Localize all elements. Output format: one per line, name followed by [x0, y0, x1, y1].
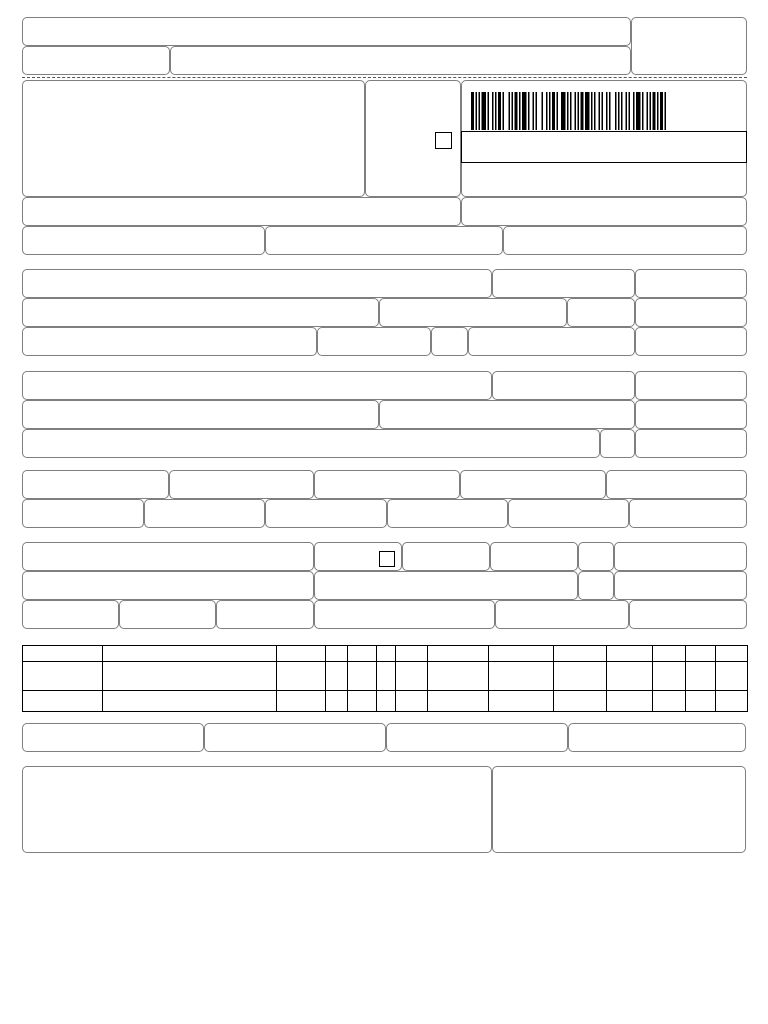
table-cell — [348, 662, 377, 691]
recipient-name-field — [22, 269, 492, 298]
volume-quantity-field — [22, 600, 119, 629]
party-state-field — [600, 429, 635, 458]
table-cell — [554, 691, 607, 712]
barcode-bar — [599, 92, 601, 130]
table-cell — [686, 691, 716, 712]
freight-payer-checkbox[interactable] — [379, 551, 395, 567]
table-cell — [277, 691, 326, 712]
municipal-registration-field — [22, 723, 204, 752]
receipt-number-field — [631, 17, 747, 75]
party-cnpj-field — [492, 371, 635, 400]
state-registration-field — [22, 226, 265, 255]
authorization-protocol-field — [461, 197, 747, 226]
table-cell — [277, 662, 326, 691]
table-cell — [653, 662, 686, 691]
table-cell — [686, 662, 716, 691]
table-cell — [326, 691, 348, 712]
table-cell — [716, 691, 748, 712]
gross-weight-field — [495, 600, 629, 629]
barcode-bar — [549, 92, 551, 130]
table-cell — [428, 662, 489, 691]
tax-st-base-field — [314, 470, 460, 499]
barcode-bar — [621, 92, 623, 130]
recipient-district-field — [379, 298, 567, 327]
barcode-bar — [647, 92, 649, 130]
barcode-bar — [488, 92, 490, 130]
freight-field — [22, 499, 144, 528]
barcode-bar — [585, 92, 590, 130]
access-key-box — [461, 131, 747, 163]
barcode-bar — [615, 92, 617, 130]
barcode-bar — [606, 92, 608, 130]
barcode-bar — [594, 92, 596, 130]
receipt-field — [22, 17, 631, 46]
recipient-zip-field — [567, 298, 635, 327]
barcode-bar — [575, 92, 577, 130]
barcode-bar — [515, 92, 518, 130]
discount-field — [265, 499, 387, 528]
table-row — [23, 691, 748, 712]
issqn-value-field — [568, 723, 746, 752]
substitute-registration-field — [265, 226, 503, 255]
barcode-bar — [552, 92, 555, 130]
recipient-cnpj-field — [492, 269, 635, 298]
barcode-bar — [609, 92, 611, 130]
col-cst — [326, 646, 348, 662]
col-icms-base — [554, 646, 607, 662]
barcode-bar — [591, 92, 593, 130]
barcode-bar — [509, 92, 511, 130]
party-extra-field-2 — [635, 400, 747, 429]
vehicle-plate-field — [490, 542, 578, 571]
table-cell — [103, 662, 277, 691]
col-cfop — [348, 646, 377, 662]
volume-species-field — [119, 600, 216, 629]
other-expenses-field — [387, 499, 508, 528]
table-row — [23, 662, 748, 691]
table-cell — [489, 662, 554, 691]
carrier-state-field — [578, 571, 614, 600]
ipi-field — [508, 499, 629, 528]
barcode-bar — [498, 92, 501, 130]
col-product-code — [23, 646, 103, 662]
additional-information-box — [22, 766, 492, 853]
table-cell — [396, 662, 428, 691]
tax-base-field — [22, 470, 169, 499]
barcode-bar — [578, 92, 580, 130]
carrier-cnpj-field — [614, 542, 747, 571]
table-cell — [607, 691, 653, 712]
table-cell — [607, 662, 653, 691]
barcode-bar — [479, 92, 481, 130]
barcode-bar — [561, 92, 566, 130]
exit-time-field — [635, 327, 747, 356]
col-unit — [377, 646, 396, 662]
cnpj-field — [503, 226, 747, 255]
barcode-bar — [629, 92, 631, 130]
barcode-bar — [495, 92, 497, 130]
carrier-city-field — [314, 571, 578, 600]
col-total-value — [489, 646, 554, 662]
barcode-bar — [528, 92, 530, 130]
barcode-bar — [626, 92, 628, 130]
col-icms-rate — [686, 646, 716, 662]
table-cell — [23, 662, 103, 691]
barcode-bar — [636, 92, 641, 130]
barcode-bar — [476, 92, 478, 130]
table-cell — [377, 662, 396, 691]
barcode-bar — [602, 92, 604, 130]
col-quantity — [396, 646, 428, 662]
barcode-image — [471, 92, 669, 130]
barcode-bar — [522, 92, 527, 130]
recipient-city-field — [22, 327, 317, 356]
barcode-bar — [536, 92, 538, 130]
barcode-bar — [657, 92, 659, 130]
col-unit-value — [428, 646, 489, 662]
table-cell — [428, 691, 489, 712]
invoice-total-field — [629, 499, 747, 528]
receipt-date-field — [22, 46, 170, 75]
insurance-field — [144, 499, 265, 528]
table-cell — [716, 662, 748, 691]
nature-of-operation-field — [22, 197, 461, 226]
barcode-bar — [546, 92, 548, 130]
emission-date-field — [635, 269, 747, 298]
party-address-field — [22, 400, 379, 429]
issuer-identification-box — [22, 80, 365, 197]
tax-value-field — [169, 470, 314, 499]
carrier-address-field — [22, 571, 314, 600]
barcode-bar — [567, 92, 569, 130]
carrier-registration-field — [614, 571, 747, 600]
barcode-bar — [482, 92, 487, 130]
volume-numbering-field — [314, 600, 495, 629]
barcode-bar — [471, 92, 474, 130]
barcode-bar — [665, 92, 667, 130]
table-cell — [396, 691, 428, 712]
party-district-field — [379, 400, 635, 429]
col-ipi-rate — [716, 646, 748, 662]
barcode-bar — [557, 92, 559, 130]
recipient-phone-field — [317, 327, 431, 356]
recipient-registration-field — [468, 327, 635, 356]
barcode-bar — [492, 92, 494, 130]
table-cell — [326, 662, 348, 691]
recipient-address-field — [22, 298, 379, 327]
barcode-bar — [512, 92, 514, 130]
table-cell — [554, 662, 607, 691]
table-cell — [23, 691, 103, 712]
barcode-bar — [642, 92, 644, 130]
products-total-field — [606, 470, 747, 499]
barcode-bar — [533, 92, 535, 130]
recipient-state-field — [431, 327, 468, 356]
col-ipi-value — [653, 646, 686, 662]
barcode-bar — [542, 92, 544, 130]
net-weight-field — [629, 600, 747, 629]
tax-st-value-field — [460, 470, 606, 499]
table-cell — [377, 691, 396, 712]
barcode-bar — [519, 92, 521, 130]
barcode-bar — [650, 92, 652, 130]
barcode-bar — [653, 92, 656, 130]
issqn-base-field — [386, 723, 568, 752]
entry-exit-checkbox[interactable] — [435, 132, 452, 149]
antt-code-field — [402, 542, 490, 571]
barcode-bar — [633, 92, 635, 130]
col-icms-value — [607, 646, 653, 662]
barcode-bar — [503, 92, 505, 130]
barcode-bar — [618, 92, 620, 130]
receipt-signature-field — [170, 46, 631, 75]
carrier-name-field — [22, 542, 314, 571]
table-cell — [489, 691, 554, 712]
party-extra-field-1 — [635, 371, 747, 400]
party-city-field — [22, 429, 600, 458]
items-table — [22, 645, 748, 712]
table-cell — [653, 691, 686, 712]
barcode-bar — [570, 92, 572, 130]
col-description — [103, 646, 277, 662]
cut-line — [22, 77, 747, 78]
barcode-bar — [581, 92, 584, 130]
fiscal-reserve-box — [492, 766, 746, 853]
col-ncm — [277, 646, 326, 662]
vehicle-state-field — [578, 542, 614, 571]
table-cell — [348, 691, 377, 712]
services-total-field — [204, 723, 386, 752]
items-table-header-row — [23, 646, 748, 662]
volume-brand-field — [216, 600, 314, 629]
exit-date-field — [635, 298, 747, 327]
table-cell — [103, 691, 277, 712]
party-extra-field-3 — [635, 429, 747, 458]
party-name-field — [22, 371, 492, 400]
barcode-bar — [660, 92, 663, 130]
